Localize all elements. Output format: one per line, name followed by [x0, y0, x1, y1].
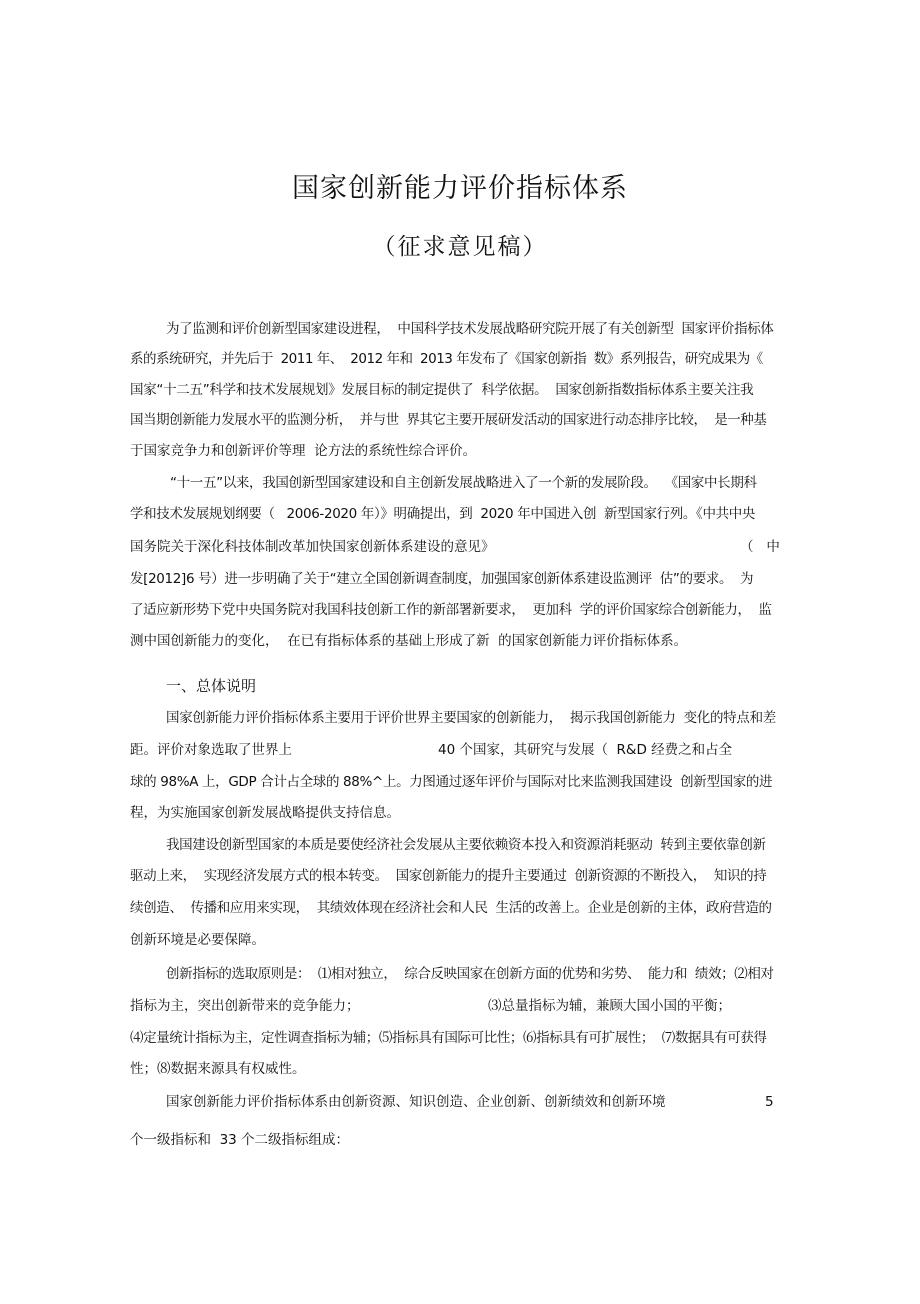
text-line: 距。评价对象选取了世界上 — [130, 742, 292, 758]
text-line: 学和技术发展规划纲要（ 2006-2020 年）》明确提出，到 2020 年中国进入创 新型国家行列。《中共中央 — [130, 506, 756, 522]
text-line: ⑷定量统计指标为主，定性调查指标为辅；⑸指标具有国际可比性；⑹指标具有可扩展性； ⑺数据具有可获得 — [130, 1030, 767, 1046]
text-line: 5 — [765, 1094, 774, 1110]
text-line: 国家创新能力评价指标体系由创新资源、知识创造、企业创新、创新绩效和创新环境 — [166, 1094, 666, 1110]
text-line: 创新环境是必要保障。 — [130, 932, 265, 948]
text-line: 国当期创新能力发展水平的监测分析， 并与世 界其它主要开展研发活动的国家进行动态排序比较， 是一种基 — [130, 412, 767, 428]
text-line: 个一级指标和 33 个二级指标组成： — [130, 1132, 350, 1148]
text-line: 为了监测和评价创新型国家建设进程， 中国科学技术发展战略研究院开展了有关创新型 国家评价指标体 — [166, 321, 774, 337]
text-line: 创新指标的选取原则是： ⑴相对独立， 综合反映国家在创新方面的优势和劣势、 能力和 绩效；⑵相对 — [166, 966, 774, 982]
text-line: 测中国创新能力的变化， 在已有指标体系的基础上形成了新 的国家创新能力评价指标体系。 — [130, 633, 688, 649]
text-line: 国务院关于深化科技体制改革加快国家创新体系建设的意见》 — [130, 539, 495, 555]
document-subtitle: （征求意见稿） — [372, 234, 548, 260]
document-title: 国家创新能力评价指标体系 — [292, 173, 628, 204]
text-line: 40 个国家，其研究与发展（ R&D 经费之和占全 — [438, 742, 733, 758]
text-line: 了适应新形势下党中央国务院对我国科技创新工作的新部署新要求， 更加科 学的评价国家综合创新能力， 监 — [130, 602, 772, 618]
text-line: 发[2012]6 号）进一步明确了关于“建立全国创新调查制度，加强国家创新体系建设监测评 估”的要求。 为 — [130, 571, 754, 587]
text-line: 于国家竞争力和创新评价等理 论方法的系统性综合评价。 — [130, 443, 477, 459]
text-line: “十一五”以来，我国创新型国家建设和自主创新发展战略进入了一个新的发展阶段。 《国家中长期科 — [170, 475, 757, 491]
text-line: 国家创新能力评价指标体系主要用于评价世界主要国家的创新能力， 揭示我国创新能力 变化的特点和差 — [166, 710, 776, 726]
text-line: 球的 98%A 上，GDP 合计占全球的 88%^上。力图通过逐年评价与国际对比来监测我国建设 创新型国家的进 — [130, 774, 773, 790]
text-line: 我国建设创新型国家的本质是要使经济社会发展从主要依赖资本投入和资源消耗驱动 转到主要依靠创新 — [166, 837, 766, 853]
text-line: 国家“十二五”科学和技术发展规划》发展目标的制定提供了 科学依据。 国家创新指数指标体系主要关注我 — [130, 382, 754, 398]
text-line: 续创造、 传播和应用来实现， 其绩效体现在经济社会和人民 生活的改善上。企业是创新的主体，政府营造的 — [130, 900, 772, 916]
text-line: ⑶总量指标为辅，兼顾大国小国的平衡； — [488, 998, 731, 1014]
text-line: 驱动上来， 实现经济发展方式的根本转变。 国家创新能力的提升主要通过 创新资源的不断投入， 知识的持 — [130, 868, 767, 884]
text-line: 性；⑻数据来源具有权威性。 — [130, 1061, 306, 1077]
section-heading: 一、总体说明 — [166, 677, 257, 695]
text-line: （ 中 — [740, 539, 780, 555]
text-line: 指标为主，突出创新带来的竞争能力； — [130, 998, 360, 1014]
text-line: 系的系统研究，并先后于 2011 年、 2012 年和 2013 年发布了《国家创新指 数》系列报告，研究成果为《 — [130, 351, 763, 367]
text-line: 程，为实施国家创新发展战略提供支持信息。 — [130, 805, 400, 821]
